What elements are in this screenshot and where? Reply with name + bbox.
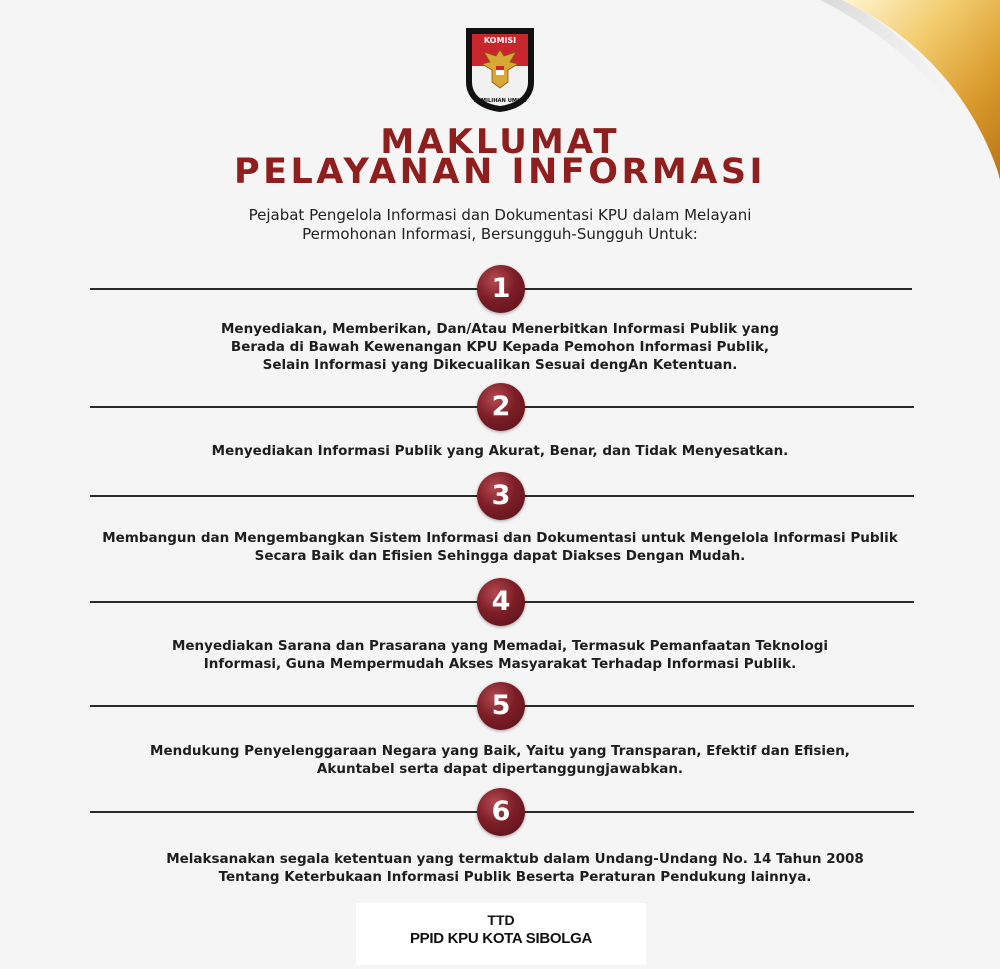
page-title-line-1: MAKLUMAT: [380, 122, 620, 162]
svg-text:PEMILIHAN UMUM: PEMILIHAN UMUM: [473, 98, 527, 104]
list-item-6: [150, 850, 880, 886]
kpu-logo: [460, 22, 540, 114]
list-item-2: [150, 442, 850, 460]
list-item-4: [130, 637, 870, 673]
intro-line: Permohonan Informasi, Bersungguh-Sungguh Untuk:: [302, 225, 698, 243]
signature-name: PPID KPU KOTA SIBOLGA: [409, 930, 593, 947]
item-line: Secara Baik dan Efisien Sehingga dapat Diakses Dengan Mudah.: [254, 548, 746, 564]
item-line: Akuntabel serta dapat dipertanggungjawabkan.: [316, 761, 684, 777]
number-badge-4: 4: [477, 578, 525, 626]
item-line: Mendukung Penyelenggaraan Negara yang Baik, Yaitu yang Transparan, Efektif dan Efisien,: [150, 743, 850, 759]
page-title-line-2: PELAYANAN INFORMASI: [233, 152, 767, 192]
number-badge-1: 1: [477, 265, 525, 313]
list-item-1: [150, 320, 850, 374]
signature-ttd: TTD: [487, 912, 515, 928]
item-line: Membangun dan Mengembangkan Sistem Informasi dan Dokumentasi untuk Mengelola Informasi Publik: [102, 530, 898, 546]
list-item-5: [110, 742, 890, 778]
item-line: Informasi, Guna Mempermudah Akses Masyarakat Terhadap Informasi Publik.: [203, 656, 797, 672]
number-badge-6: 6: [477, 788, 525, 836]
item-line: Selain Informasi yang Dikecualikan Sesuai dengAn Ketentuan.: [262, 357, 738, 373]
item-line: Tentang Keterbukaan Informasi Publik Beserta Peraturan Pendukung lainnya.: [218, 869, 812, 885]
number-badge-3: 3: [477, 472, 525, 520]
svg-text:KOMISI: KOMISI: [483, 36, 517, 45]
intro-line: Pejabat Pengelola Informasi dan Dokumentasi KPU dalam Melayani: [248, 206, 752, 224]
item-line: Melaksanakan segala ketentuan yang termaktub dalam Undang-Undang No. 14 Tahun 2008: [166, 851, 864, 867]
item-line: Menyediakan Informasi Publik yang Akurat, Benar, dan Tidak Menyesatkan.: [211, 443, 789, 459]
list-item-3: [80, 529, 920, 565]
number-badge-5: 5: [477, 682, 525, 730]
item-line: Berada di Bawah Kewenangan KPU Kepada Pemohon Informasi Publik,: [230, 339, 770, 355]
intro-text: [150, 206, 850, 244]
item-line: Menyediakan, Memberikan, Dan/Atau Menerbitkan Informasi Publik yang: [221, 321, 779, 337]
number-badge-2: 2: [477, 383, 525, 431]
item-line: Menyediakan Sarana dan Prasarana yang Memadai, Termasuk Pemanfaatan Teknologi: [171, 638, 829, 654]
